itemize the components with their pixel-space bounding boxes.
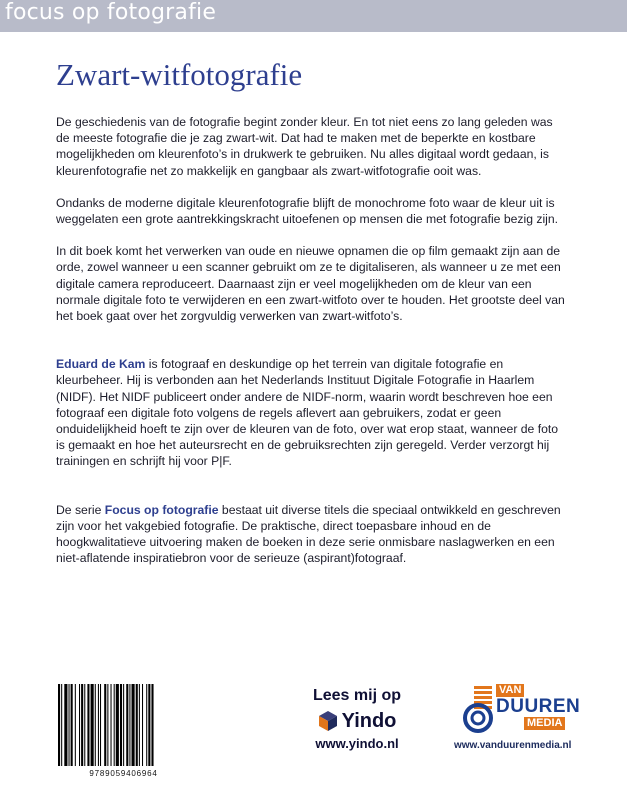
yindo-url: www.yindo.nl: [315, 736, 399, 751]
yindo-logo: [302, 709, 412, 733]
header-band: [0, 0, 627, 32]
series-description: [56, 502, 576, 567]
author-text: is fotograaf en deskundige op het terrein van digitale fotografie en kleurbeheer. Hij is verbonden aan het Nederlands Instituut Digitale Fotografie in Haarlem (NIDF). Het NIDF publiceert onder andere de NIDF-norm, waarin wordt beschreven hoe een fotograaf een digitale foto volgens de regels aflevert aan gebruikers, zodat er geen onduidelijkheid hoeft te zijn over de kleuren van de foto, over wat erop staat, wanneer de foto is gemaakt en hoe het auteursrecht en de gebruiksrechten zijn geregeld. Verder verzorgt hij trainingen en schrijft hij voor P|F.: [56, 357, 559, 469]
publisher-duuren: DUUREN: [496, 696, 581, 717]
yindo-cube-icon: [318, 710, 338, 732]
intro-paragraph-3: In dit boek komt het verwerken van oude en nieuwe opnamen die op film gemaakt zijn aan de orde, zowel wanneer u een scanner gebruikt om ze te digitaliseren, als wanneer u ze met een digitale camera reproduceert. Daarnaast zijn er veel mogelijkheden om de kleur van een normale digitale foto te verwijderen en een zwart-witfoto over te houden. Het grootste deel van het boek gaat over het zorgvuldig verwerken van zwart-witfoto’s.: [56, 244, 565, 324]
yindo-brand: Yindo: [341, 710, 397, 732]
yindo-tagline: Lees mij op: [312, 687, 402, 704]
intro-paragraph-1: De geschiedenis van de fotografie begint zonder kleur. En tot niet eens zo lang geleden was de meeste fotografie die je zag zwart-wit. Dat had te maken met de beperkte en kostbare mogelijkheden om kleurenfoto’s in drukwerk te gebruiken. Nu alles digitaal wordt gedaan, is kleurenfotografie net zo makkelijk en gangbaar als zwart-witfotografie ooit was.: [56, 115, 553, 178]
publisher-van: VAN: [496, 684, 524, 697]
series-name: Focus op fotografie: [104, 502, 219, 517]
back-cover-text: [56, 56, 576, 582]
publisher-url: www.vanduurenmedia.nl: [454, 740, 572, 751]
series-text: bestaat uit diverse titels die speciaal ontwikkeld en geschreven zijn voor het vakgebied fotografie. De praktische, direct toepasbare inhoud en de hoogkwalitatieve uitvoering maken de boeken in deze serie onmisbare naslagwerken en een niet-aflatende inspiratiebron voor de serieuze (aspirant)fotograaf.: [56, 502, 561, 566]
yindo-badge: [302, 686, 412, 751]
author-name: Eduard de Kam: [56, 357, 146, 372]
book-title: Zwart-witfotografie: [56, 57, 303, 92]
barcode-number: 9789059406964: [89, 769, 158, 778]
publisher-media: MEDIA: [524, 717, 565, 730]
intro-paragraph-2: Ondanks de moderne digitale kleurenfotografie blijft de monochrome foto waar de kleur uit is weggelaten een grote aantrekkingskracht uitoefenen op mensen die met fotografie bezig zijn.: [56, 195, 559, 227]
author-bio: [56, 356, 576, 469]
series-prefix: De serie: [56, 502, 105, 517]
series-tag: focus op fotografie: [5, 0, 217, 25]
publisher-emblem-icon: [456, 684, 500, 734]
barcode-icon: [56, 684, 191, 766]
